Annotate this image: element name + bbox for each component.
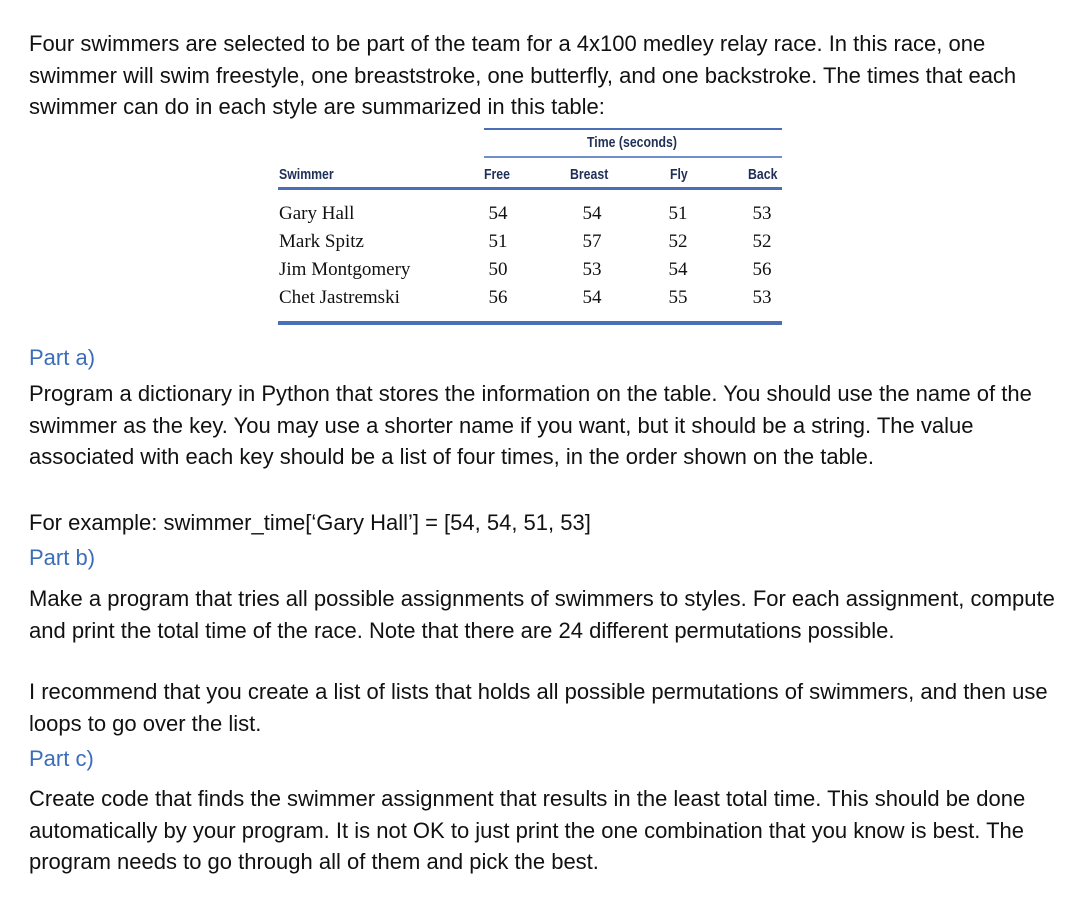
column-header-fly: Fly (670, 166, 688, 183)
part-c-paragraph: Create code that finds the swimmer assignment that results in the least total time. This should be done automatically by your program. It is not OK to just print the one combination that you know is best. The program needs to go through all of them and pick the best. (29, 786, 1026, 874)
free-time: 50 (488, 259, 508, 280)
breast-time: 53 (582, 259, 602, 280)
table-top-rule (484, 128, 782, 130)
swimmer-name: Gary Hall (279, 203, 355, 224)
table-group-rule (484, 156, 782, 158)
table-row (278, 203, 782, 231)
fly-time: 55 (668, 287, 688, 308)
swimmer-times-table (278, 128, 782, 328)
breast-time: 54 (582, 203, 602, 224)
free-time: 51 (488, 231, 508, 252)
back-time: 56 (752, 259, 772, 280)
time-group-header: Time (seconds) (587, 134, 678, 151)
column-header-breast: Breast (570, 166, 609, 183)
swimmer-name: Mark Spitz (279, 231, 364, 252)
intro-paragraph: Four swimmers are selected to be part of the team for a 4x100 medley relay race. In this race, one swimmer will swim freestyle, one breaststroke, one butterfly, and one backstroke. The times that each swimmer can do in each style are summarized in this table: (29, 31, 1017, 119)
part-b-note: I recommend that you create a list of lists that holds all possible permutations of swimmers, and then use loops to go over the list. (29, 679, 1048, 736)
swimmer-name: Chet Jastremski (279, 287, 400, 308)
fly-time: 51 (668, 203, 688, 224)
swimmer-name: Jim Montgomery (279, 259, 411, 280)
part-a-paragraph: Program a dictionary in Python that stores the information on the table. You should use the name of the swimmer as the key. You may use a shorter name if you want, but it should be a string. The value associated with each key should be a list of four times, in the order shown on the table. (29, 381, 1032, 469)
back-time: 53 (752, 203, 772, 224)
part-b-heading: Part b) (29, 545, 96, 570)
part-c-heading: Part c) (29, 746, 94, 771)
column-header-back: Back (748, 166, 778, 183)
part-a-heading: Part a) (29, 345, 96, 370)
free-time: 54 (488, 203, 508, 224)
column-header-swimmer: Swimmer (279, 166, 334, 183)
table-row (278, 287, 782, 315)
free-time: 56 (488, 287, 508, 308)
table-header-rule (278, 187, 782, 190)
table-row (278, 259, 782, 287)
part-b-paragraph: Make a program that tries all possible assignments of swimmers to styles. For each assignment, compute and print the total time of the race. Note that there are 24 different permutations possible. (29, 586, 1055, 643)
fly-time: 54 (668, 259, 688, 280)
table-row (278, 231, 782, 259)
breast-time: 57 (582, 231, 602, 252)
part-a-example: For example: swimmer_time[‘Gary Hall’] = [54, 54, 51, 53] (29, 510, 591, 535)
fly-time: 52 (668, 231, 688, 252)
back-time: 52 (752, 231, 772, 252)
back-time: 53 (752, 287, 772, 308)
breast-time: 54 (582, 287, 602, 308)
table-bottom-rule (278, 321, 782, 325)
column-header-free: Free (484, 166, 510, 183)
